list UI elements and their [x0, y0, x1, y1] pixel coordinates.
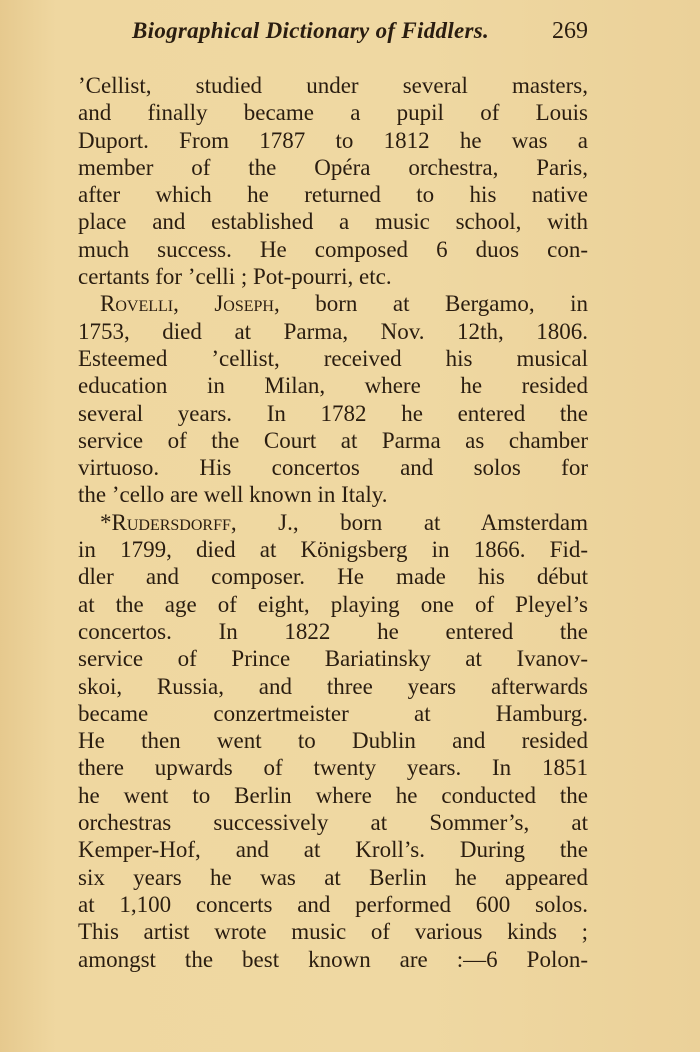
- text-line: and finally became a pupil of Louis: [78, 100, 588, 126]
- text-line: service of the Court at Parma as chamber: [78, 427, 588, 453]
- text-line: concertos. In 1822 he entered the: [78, 618, 588, 644]
- page-header: [78, 18, 590, 52]
- text-line: certants for ’celli ; Pot-pourri, etc.: [78, 264, 392, 290]
- text-line: Kemper-Hof, and at Kroll’s. During the: [78, 837, 588, 863]
- text-line: much success. He composed 6 duos con-: [78, 236, 588, 262]
- entry-head-rovelli: Rovelli, Joseph,: [100, 291, 280, 317]
- entry-first-line-text: born at Bergamo, in: [279, 291, 588, 317]
- text-line: there upwards of twenty years. In 1851: [78, 755, 588, 781]
- text-line: 1753, died at Parma, Nov. 12th, 1806.: [78, 318, 588, 344]
- text-line: orchestras successively at Sommer’s, at: [78, 810, 588, 836]
- page-number: 269: [552, 18, 588, 44]
- text-line: service of Prince Bariatinsky at Ivanov-: [78, 646, 588, 672]
- text-line: after which he returned to his native: [78, 182, 588, 208]
- text-line: education in Milan, where he resided: [78, 373, 588, 399]
- text-line: member of the Opéra orchestra, Paris,: [78, 154, 588, 180]
- text-line: This artist wrote music of various kinds ;: [78, 919, 588, 945]
- text-line: ’Cellist, studied under several masters,: [78, 73, 588, 98]
- entry-first-line-text: J., born at Amsterdam: [236, 509, 588, 535]
- text-line: became conzertmeister at Hamburg.: [78, 700, 588, 726]
- text-line: skoi, Russia, and three years afterwards: [78, 673, 588, 699]
- text-line: virtuoso. His concertos and solos for: [78, 455, 588, 481]
- text-line: place and established a music school, with: [78, 209, 588, 235]
- entry-first-line: [78, 509, 588, 536]
- text-line: the ’cello are well known in Italy.: [78, 482, 388, 508]
- running-title: Biographical Dictionary of Fiddlers.: [132, 18, 490, 43]
- text-line: in 1799, died at Königsberg in 1866. Fid-: [78, 537, 588, 563]
- text-line: dler and composer. He made his début: [78, 564, 588, 590]
- text-line: six years he was at Berlin he appeared: [78, 864, 588, 890]
- text-line: at the age of eight, playing one of Pleyel’s: [78, 591, 588, 617]
- body-text: [78, 72, 588, 973]
- text-line: He then went to Dublin and resided: [78, 728, 588, 754]
- text-line: Esteemed ’cellist, received his musical: [78, 345, 588, 371]
- entry-head-rudersdorff: *Rudersdorff,: [100, 509, 237, 535]
- text-line: he went to Berlin where he conducted the: [78, 782, 588, 808]
- entry-first-line: [78, 290, 588, 317]
- text-line: amongst the best known are :—6 Polon-: [78, 946, 588, 972]
- text-line: at 1,100 concerts and performed 600 solos.: [78, 891, 588, 917]
- text-line: several years. In 1782 he entered the: [78, 400, 588, 426]
- text-line: Duport. From 1787 to 1812 he was a: [78, 127, 588, 153]
